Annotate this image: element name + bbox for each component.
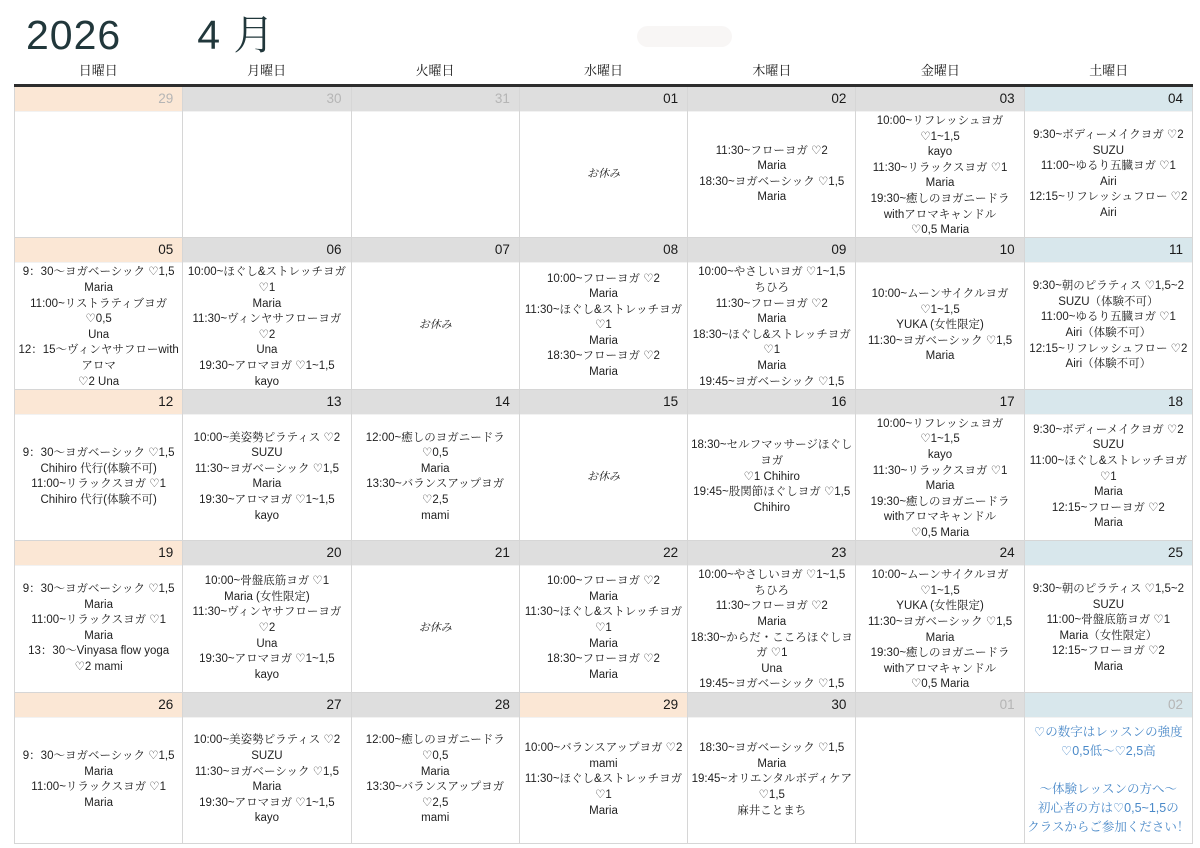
- schedule-line: withアロマキャンドル: [883, 208, 997, 221]
- rest-label: お休み: [418, 319, 452, 332]
- weekday-header: 水曜日: [583, 63, 623, 78]
- day-cell: [15, 541, 183, 692]
- day-cell: [688, 693, 856, 844]
- schedule-line: 18:30~ヨガベーシック ♡1,5: [699, 742, 845, 755]
- rest-label: お休み: [418, 622, 452, 635]
- day-cell: [1025, 238, 1193, 389]
- date-number: 02: [1025, 693, 1192, 718]
- day-cell: [183, 693, 351, 844]
- schedule-line: Maria: [84, 765, 114, 778]
- weekday-header-row: [14, 61, 1193, 84]
- schedule-line: SUZU: [1092, 144, 1124, 157]
- schedule-line: Maria: [84, 281, 114, 294]
- schedule-line: 19:45~オリエンタルボディケア ♡1,5: [691, 773, 852, 802]
- schedule-line: 麻井ことまち: [737, 804, 807, 817]
- day-content: [520, 566, 687, 691]
- schedule-line: 10:00~バランスアップヨガ ♡2: [524, 742, 683, 755]
- schedule-line: ♡1 Chihiro: [743, 470, 800, 483]
- date-number: 01: [856, 693, 1023, 718]
- date-number: 03: [856, 87, 1023, 112]
- weekday-header: 日曜日: [78, 63, 118, 78]
- day-content: [15, 112, 182, 237]
- schedule-line: 11:00~リストラティブヨガ ♡0,5: [30, 297, 168, 326]
- weekday-header: 土曜日: [1089, 63, 1129, 78]
- day-cell: [856, 87, 1024, 238]
- schedule-line: 10:00~ムーンサイクルヨガ ♡1~1,5: [871, 288, 1009, 316]
- day-content: [688, 263, 855, 407]
- day-cell: [183, 238, 351, 389]
- schedule-line: Maria: [1093, 517, 1123, 530]
- day-content: [688, 566, 855, 710]
- day-content: [183, 112, 350, 237]
- schedule-line: SUZU: [251, 750, 283, 763]
- schedule-line: 10:00~やさしいヨガ ♡1~1,5: [698, 569, 846, 582]
- schedule-line: Maria: [925, 480, 955, 493]
- schedule-line: 11:30~ヨガベーシック ♡1,5: [194, 765, 339, 778]
- schedule-line: Maria: [757, 359, 787, 372]
- weekday-header: 火曜日: [415, 63, 455, 78]
- schedule-line: 9:30~朝のピラティス ♡1,5~2: [1032, 583, 1184, 596]
- day-cell: [1025, 541, 1193, 692]
- day-cell: [352, 541, 520, 692]
- schedule-line: Una: [761, 662, 783, 675]
- schedule-line: 10:00~リフレッシュヨガ ♡1~1,5: [876, 115, 1004, 143]
- schedule-line: ♡0,5 Maria: [910, 224, 970, 237]
- schedule-line: Chihiro: [753, 501, 790, 514]
- schedule-line: 11:30~ヴィンヤサフローヨガ ♡2: [192, 313, 342, 341]
- date-number: 05: [15, 238, 182, 263]
- schedule-line: 11:30~ほぐし&ストレッチヨガ ♡1: [524, 303, 683, 332]
- date-number: 12: [15, 390, 182, 415]
- day-content: [352, 263, 519, 388]
- date-number: 20: [183, 541, 350, 566]
- day-content: [520, 718, 687, 843]
- day-content: [856, 718, 1023, 843]
- schedule-line: Maria: [84, 598, 114, 611]
- schedule-line: 10:00~やさしいヨガ ♡1~1,5: [698, 266, 846, 279]
- date-number: 01: [520, 87, 687, 112]
- schedule-line: Maria: [589, 334, 618, 347]
- weekday-header: 木曜日: [752, 63, 792, 78]
- schedule-line: kayo: [254, 668, 280, 681]
- date-number: 07: [352, 238, 519, 263]
- schedule-line: 18:30~セルフマッサージほぐしヨガ: [691, 439, 853, 468]
- date-number: 17: [856, 390, 1023, 415]
- day-cell: [352, 238, 520, 389]
- note-line: クラスからご参加ください！: [1027, 820, 1190, 835]
- day-cell: [1025, 693, 1193, 844]
- schedule-line: 9:30~ボディーメイクヨガ ♡2: [1033, 128, 1184, 141]
- day-content: [352, 566, 519, 691]
- schedule-line: 11:00~ゆるり五臓ヨガ ♡1: [1040, 160, 1176, 173]
- schedule-line: ♡0,5 Maria: [910, 526, 970, 539]
- day-content: [15, 263, 182, 392]
- schedule-line: SUZU: [1092, 598, 1124, 611]
- day-cell: [183, 390, 351, 541]
- schedule-line: 10:00~骨盤底筋ヨガ ♡1: [204, 575, 330, 588]
- calendar: [14, 61, 1193, 844]
- schedule-line: 10:00~ほぐし&ストレッチヨガ ♡1: [187, 266, 346, 294]
- schedule-line: kayo: [927, 146, 953, 159]
- schedule-line: Maria: [420, 462, 450, 475]
- date-number: 29: [15, 87, 182, 112]
- day-content: [183, 263, 350, 392]
- day-content: [15, 566, 182, 691]
- schedule-line: SUZU: [1092, 439, 1124, 452]
- weekday-header: 金曜日: [920, 63, 960, 78]
- schedule-line: 18:30~フローヨガ ♡2: [547, 350, 660, 363]
- schedule-line: Una: [256, 344, 278, 357]
- schedule-line: Maria: [84, 629, 114, 642]
- date-number: 22: [520, 541, 687, 566]
- schedule-line: 19:45~ヨガベーシック ♡1,5: [699, 375, 845, 388]
- date-number: 08: [520, 238, 687, 263]
- schedule-line: ちひろ: [754, 584, 790, 597]
- schedule-line: 13:30~バランスアップヨガ ♡2,5: [366, 781, 505, 809]
- day-content: [352, 415, 519, 540]
- rest-label: お休み: [586, 167, 620, 180]
- day-content: [520, 415, 687, 540]
- day-cell: [15, 87, 183, 238]
- schedule-line: 9:30~ボディーメイクヨガ ♡2: [1033, 423, 1184, 436]
- date-number: 30: [688, 693, 855, 718]
- schedule-line: Maria: [757, 615, 787, 628]
- date-number: 15: [520, 390, 687, 415]
- schedule-line: Maria: [925, 177, 955, 190]
- schedule-line: 11:30~ほぐし&ストレッチヨガ ♡1: [524, 773, 683, 802]
- date-number: 09: [688, 238, 855, 263]
- schedule-line: 12:15~フローヨガ ♡2: [1051, 501, 1165, 514]
- schedule-line: withアロマキャンドル: [883, 662, 997, 675]
- schedule-line: 13：30～Vinyasa flow yoga: [28, 645, 170, 658]
- date-number: 19: [15, 541, 182, 566]
- date-number: 11: [1025, 238, 1192, 263]
- schedule-line: 18:30~フローヨガ ♡2: [547, 653, 660, 666]
- date-number: 23: [688, 541, 855, 566]
- schedule-line: SUZU: [251, 447, 283, 460]
- schedule-line: 9：30～ヨガベーシック ♡1,5: [22, 266, 175, 279]
- calendar-grid: [14, 87, 1193, 844]
- schedule-line: Chihiro 代行(体験不可): [40, 462, 157, 475]
- day-content: [1025, 263, 1192, 388]
- date-number: 26: [15, 693, 182, 718]
- day-cell: [15, 693, 183, 844]
- schedule-line: 12:00~癒しのヨガニードラ ♡0,5: [365, 734, 505, 763]
- day-cell: [1025, 87, 1193, 238]
- schedule-line: Maria（女性限定）: [1059, 629, 1158, 642]
- schedule-line: 12:00~癒しのヨガニードラ ♡0,5: [365, 431, 505, 460]
- schedule-line: 19:30~癒しのヨガニードラ: [870, 647, 1010, 660]
- date-number: 16: [688, 390, 855, 415]
- schedule-line: Airi: [1100, 206, 1117, 219]
- day-content: [856, 415, 1023, 544]
- schedule-line: 11:00~リラックスヨガ ♡1: [31, 478, 166, 491]
- schedule-line: Maria: [252, 297, 282, 310]
- schedule-line: Maria (女性限定): [224, 590, 310, 603]
- note-line: ～体験レッスンの方へ～: [1039, 782, 1178, 797]
- schedule-line: 10:00~リフレッシュヨガ ♡1~1,5: [876, 417, 1004, 446]
- schedule-line: ♡0,5 Maria: [910, 678, 970, 691]
- day-cell: [352, 693, 520, 844]
- schedule-line: 10:00~フローヨガ ♡2: [547, 575, 660, 588]
- title-year: 2026: [26, 12, 122, 58]
- date-number: 10: [856, 238, 1023, 263]
- schedule-line: 12：15～ヴィンヤサフローwithアロマ: [18, 344, 179, 372]
- day-cell: [15, 238, 183, 389]
- schedule-line: 11:30~リラックスヨガ ♡1: [872, 161, 1008, 174]
- schedule-line: 10:00~美姿勢ピラティス ♡2: [193, 734, 341, 747]
- day-cell: [520, 87, 688, 238]
- date-number: 25: [1025, 541, 1192, 566]
- day-content: [856, 566, 1023, 695]
- day-cell: [688, 238, 856, 389]
- date-number: 18: [1025, 390, 1192, 415]
- schedule-line: 19:30~アロマヨガ ♡1~1,5: [199, 359, 335, 372]
- schedule-line: 11:30~フローヨガ ♡2: [715, 600, 828, 613]
- day-cell: [15, 390, 183, 541]
- day-cell: [520, 541, 688, 692]
- day-content: [856, 263, 1023, 388]
- schedule-line: Maria: [925, 631, 955, 644]
- schedule-line: 11:30~ヴィンヤサフローヨガ ♡2: [192, 606, 342, 635]
- schedule-line: Una: [88, 328, 110, 341]
- day-cell: [688, 541, 856, 692]
- schedule-line: 18:30~ヨガベーシック ♡1,5: [699, 175, 845, 188]
- day-cell: [520, 390, 688, 541]
- schedule-line: Airi（体験不可）: [1065, 327, 1152, 340]
- weekday-header: 月曜日: [247, 63, 287, 78]
- schedule-line: 11:00~ゆるり五臓ヨガ ♡1: [1040, 311, 1176, 324]
- schedule-line: ♡2 Una: [78, 375, 120, 388]
- day-cell: [856, 541, 1024, 692]
- schedule-line: 19:30~癒しのヨガニードラ: [870, 192, 1010, 205]
- day-content: [15, 415, 182, 540]
- date-number: 24: [856, 541, 1023, 566]
- schedule-line: Maria: [757, 313, 787, 326]
- schedule-line: Maria: [757, 757, 787, 770]
- rest-label: お休み: [586, 470, 620, 483]
- day-content: [183, 718, 350, 843]
- note-line: ♡0,5低～♡2,5高: [1061, 744, 1156, 759]
- schedule-line: Maria: [589, 288, 618, 301]
- schedule-line: Maria: [252, 781, 282, 794]
- day-cell: [352, 87, 520, 238]
- date-number: 28: [352, 693, 519, 718]
- note-line: 初心者の方は♡0,5~1,5の: [1037, 801, 1179, 816]
- day-content: [688, 415, 855, 540]
- schedule-line: 11:00~リラックスヨガ ♡1: [31, 614, 166, 627]
- date-number: 06: [183, 238, 350, 263]
- day-content: [183, 415, 350, 540]
- schedule-line: 12:15~リフレッシュフロー ♡2: [1029, 342, 1188, 355]
- page-title: [26, 2, 275, 61]
- schedule-line: 12:15~フローヨガ ♡2: [1051, 645, 1165, 658]
- schedule-line: 9：30～ヨガベーシック ♡1,5: [22, 447, 175, 460]
- schedule-line: kayo: [254, 375, 280, 388]
- schedule-line: 10:00~美姿勢ピラティス ♡2: [193, 431, 341, 444]
- schedule-line: kayo: [927, 448, 953, 461]
- schedule-line: 11:00~リラックスヨガ ♡1: [31, 781, 166, 794]
- schedule-line: ちひろ: [754, 281, 790, 294]
- day-content: [1025, 566, 1192, 691]
- schedule-line: Maria: [757, 191, 787, 204]
- schedule-line: 19:30~アロマヨガ ♡1~1,5: [199, 796, 335, 809]
- schedule-line: Maria: [589, 366, 618, 379]
- date-number: 21: [352, 541, 519, 566]
- day-content: [856, 112, 1023, 241]
- day-cell: [688, 87, 856, 238]
- schedule-line: 11:30~リラックスヨガ ♡1: [872, 464, 1008, 477]
- day-content: [15, 718, 182, 843]
- schedule-line: 11:00~骨盤底筋ヨガ ♡1: [1046, 614, 1171, 627]
- date-number: 29: [520, 693, 687, 718]
- schedule-line: Maria: [1093, 661, 1123, 674]
- schedule-line: 18:30~からだ・こころほぐしヨガ ♡1: [690, 631, 853, 660]
- day-cell: [1025, 390, 1193, 541]
- date-number: 31: [352, 87, 519, 112]
- schedule-line: 11:30~ヨガベーシック ♡1,5: [867, 334, 1013, 347]
- schedule-line: Maria: [589, 590, 618, 603]
- date-number: 13: [183, 390, 350, 415]
- schedule-line: 19:45~股関節ほぐしヨガ ♡1,5: [693, 486, 851, 499]
- day-cell: [688, 390, 856, 541]
- day-content: [352, 718, 519, 843]
- day-content: [1025, 112, 1192, 237]
- schedule-line: 18:30~ほぐし&ストレッチヨガ ♡1: [692, 328, 851, 357]
- day-cell: [856, 693, 1024, 844]
- day-cell: [520, 693, 688, 844]
- schedule-line: 19:30~癒しのヨガニードラ: [870, 495, 1010, 508]
- schedule-line: 9：30～ヨガベーシック ♡1,5: [22, 583, 175, 596]
- schedule-line: 11:30~ヨガベーシック ♡1,5: [867, 615, 1013, 628]
- schedule-line: YUKA (女性限定): [896, 319, 984, 332]
- day-content: [1025, 718, 1192, 843]
- schedule-line: Maria: [757, 160, 787, 173]
- day-cell: [856, 238, 1024, 389]
- schedule-line: ♡2 mami: [74, 661, 123, 674]
- schedule-line: mami: [589, 757, 618, 770]
- date-number: 14: [352, 390, 519, 415]
- title-month: 4 月: [197, 12, 276, 58]
- day-content: [183, 566, 350, 691]
- date-number: 04: [1025, 87, 1192, 112]
- schedule-line: Maria: [84, 796, 114, 809]
- schedule-line: 12:15~リフレッシュフロー ♡2: [1029, 191, 1188, 204]
- schedule-line: 19:45~ヨガベーシック ♡1,5: [699, 678, 845, 691]
- date-number: 02: [688, 87, 855, 112]
- schedule-line: 13:30~バランスアップヨガ ♡2,5: [366, 478, 505, 507]
- day-cell: [856, 390, 1024, 541]
- schedule-line: Maria: [252, 478, 282, 491]
- day-cell: [183, 541, 351, 692]
- schedule-line: Chihiro 代行(体験不可): [40, 494, 157, 507]
- day-cell: [183, 87, 351, 238]
- day-content: [1025, 415, 1192, 540]
- schedule-line: Maria: [420, 765, 450, 778]
- schedule-line: Maria: [589, 668, 618, 681]
- schedule-line: Maria: [925, 350, 955, 363]
- day-cell: [352, 390, 520, 541]
- date-number: 30: [183, 87, 350, 112]
- schedule-line: 19:30~アロマヨガ ♡1~1,5: [199, 653, 335, 666]
- schedule-line: 10:00~ムーンサイクルヨガ ♡1~1,5: [871, 569, 1009, 597]
- schedule-line: Airi: [1100, 175, 1117, 188]
- day-content: [688, 112, 855, 237]
- schedule-line: mami: [421, 812, 450, 825]
- schedule-line: 11:30~ほぐし&ストレッチヨガ ♡1: [524, 606, 683, 635]
- schedule-line: Airi（体験不可）: [1065, 358, 1152, 371]
- schedule-line: kayo: [254, 509, 280, 522]
- schedule-line: 19:30~アロマヨガ ♡1~1,5: [199, 494, 335, 507]
- day-content: [520, 112, 687, 237]
- faded-watermark: [637, 26, 732, 47]
- schedule-line: Maria: [1093, 486, 1123, 499]
- day-content: [352, 112, 519, 237]
- schedule-line: 9：30～ヨガベーシック ♡1,5: [22, 750, 175, 763]
- schedule-line: kayo: [254, 812, 280, 825]
- schedule-line: Una: [256, 637, 278, 650]
- schedule-line: Maria: [589, 637, 618, 650]
- day-content: [688, 718, 855, 843]
- day-content: [520, 263, 687, 388]
- schedule-line: mami: [421, 509, 450, 522]
- schedule-line: withアロマキャンドル: [883, 511, 997, 524]
- schedule-line: 11:30~フローヨガ ♡2: [715, 297, 828, 310]
- schedule-line: 11:00~ほぐし&ストレッチヨガ ♡1: [1029, 455, 1187, 483]
- day-cell: [520, 238, 688, 389]
- schedule-line: 10:00~フローヨガ ♡2: [547, 272, 660, 285]
- schedule-line: YUKA (女性限定): [896, 600, 984, 613]
- schedule-line: SUZU（体験不可）: [1058, 295, 1159, 308]
- schedule-line: 9:30~朝のピラティス ♡1,5~2: [1032, 280, 1184, 293]
- note-line: ♡の数字はレッスンの強度: [1034, 725, 1183, 740]
- schedule-line: Maria: [589, 804, 618, 817]
- schedule-line: 11:30~フローヨガ ♡2: [715, 144, 828, 157]
- date-number: 27: [183, 693, 350, 718]
- schedule-line: 11:30~ヨガベーシック ♡1,5: [194, 462, 339, 475]
